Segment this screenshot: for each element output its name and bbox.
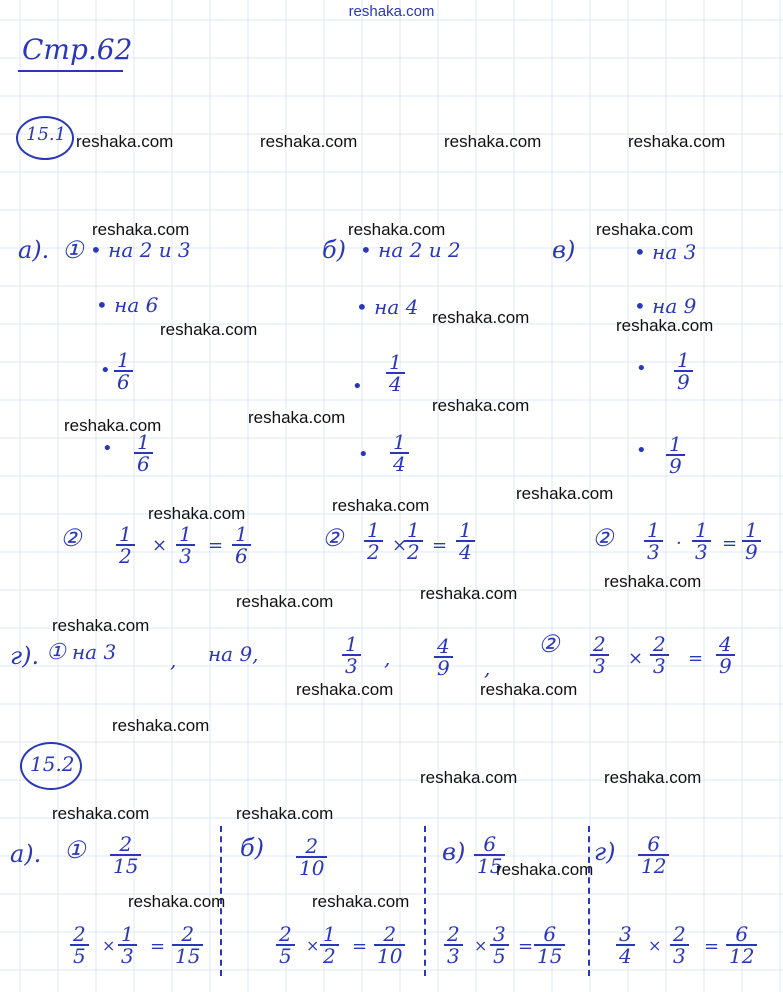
watermark: reshaka.com — [128, 892, 226, 911]
part-a-label: а). — [10, 840, 42, 868]
watermark: reshaka.com — [432, 396, 530, 415]
watermark: reshaka.com — [348, 220, 446, 239]
equals: = — [518, 936, 534, 957]
fraction: $\frac{4}{9}$ — [434, 636, 453, 678]
part-g-text1: на 3 — [72, 640, 117, 664]
fraction: $\frac{1}{2}$ — [364, 520, 383, 562]
fraction: $\frac{2}{5}$ — [276, 924, 295, 966]
fraction: $\frac{1}{9}$ — [742, 520, 761, 562]
fraction: $\frac{2}{15}$ — [110, 834, 141, 876]
part-v-line2: • на 9 — [634, 294, 697, 318]
fraction: $\frac{2}{10}$ — [296, 836, 327, 878]
watermark: reshaka.com — [76, 132, 174, 151]
part-v-label: в) — [442, 838, 466, 866]
fraction: $\frac{1}{3}$ — [176, 524, 195, 566]
fraction: $\frac{6}{15}$ — [474, 834, 505, 876]
watermark: reshaka.com — [420, 768, 518, 787]
part-b-line2: • на 4 — [356, 295, 419, 319]
watermark: reshaka.com — [496, 860, 594, 879]
fraction: $\frac{1}{2}$ — [404, 520, 423, 562]
step-one-marker: ① — [64, 836, 86, 864]
part-g-text2: на 9, — [208, 642, 259, 666]
part-a-line1: • на 2 и 3 — [90, 238, 191, 262]
watermark: reshaka.com — [516, 484, 614, 503]
fraction: $\frac{1}{3}$ — [342, 634, 361, 676]
fraction: $\frac{6}{15}$ — [534, 924, 565, 966]
watermark: reshaka.com — [148, 504, 246, 523]
watermark: reshaka.com — [160, 320, 258, 339]
fraction: $\frac{1}{3}$ — [692, 520, 711, 562]
part-a-label: а). — [18, 236, 50, 264]
fraction: $\frac{1}{9}$ — [666, 434, 685, 476]
watermark: reshaka.com — [92, 220, 190, 239]
fraction: $\frac{2}{3}$ — [590, 634, 609, 676]
watermark: reshaka.com — [596, 220, 694, 239]
equals: = — [352, 936, 368, 957]
fraction: $\frac{1}{6}$ — [134, 432, 153, 474]
task-number: 15.1 — [26, 124, 67, 145]
fraction: $\frac{4}{9}$ — [716, 634, 735, 676]
step-two-marker: ② — [538, 630, 560, 658]
separator-comma: , — [484, 656, 491, 680]
part-b-label: б) — [240, 834, 265, 862]
fraction: $\frac{1}{4}$ — [456, 520, 475, 562]
watermark: reshaka.com — [236, 592, 334, 611]
top-watermark: reshaka.com — [348, 3, 435, 20]
part-v-label: в) — [552, 236, 576, 264]
step-two-marker: ② — [60, 524, 82, 552]
operator: × — [474, 936, 488, 955]
watermark: reshaka.com — [260, 132, 358, 151]
fraction: $\frac{2}{3}$ — [670, 924, 689, 966]
equals: = — [432, 535, 448, 556]
watermark: reshaka.com — [444, 132, 542, 151]
watermark: reshaka.com — [248, 408, 346, 427]
fraction: $\frac{2}{3}$ — [650, 634, 669, 676]
fraction: $\frac{6}{12}$ — [638, 834, 669, 876]
part-g-label: г). — [10, 642, 40, 670]
page-label-underline — [18, 70, 123, 72]
fraction: $\frac{1}{6}$ — [232, 524, 251, 566]
equals: = — [722, 533, 738, 554]
fraction: $\frac{1}{4}$ — [390, 432, 409, 474]
operator: × — [628, 648, 644, 669]
watermark: reshaka.com — [332, 496, 430, 515]
part-g-label: г) — [594, 838, 616, 866]
step-two-marker: ② — [322, 524, 344, 552]
watermark: reshaka.com — [480, 680, 578, 699]
watermark: reshaka.com — [112, 716, 210, 735]
bullet: • — [636, 440, 647, 461]
operator: × — [152, 535, 168, 556]
separator-comma: , — [170, 648, 177, 672]
watermark: reshaka.com — [432, 308, 530, 327]
operator: × — [102, 936, 116, 955]
watermark: reshaka.com — [420, 584, 518, 603]
operator: × — [648, 936, 662, 955]
divider — [424, 826, 426, 976]
equals: = — [208, 535, 224, 556]
watermark: reshaka.com — [312, 892, 410, 911]
fraction: $\frac{1}{3}$ — [118, 924, 137, 966]
fraction: $\frac{1}{2}$ — [320, 924, 339, 966]
fraction: $\frac{1}{9}$ — [674, 350, 693, 392]
fraction: $\frac{1}{2}$ — [116, 524, 135, 566]
fraction: $\frac{1}{4}$ — [386, 352, 405, 394]
separator-comma: , — [384, 646, 391, 670]
step-two-marker: ② — [592, 524, 614, 552]
fraction: $\frac{6}{12}$ — [726, 924, 757, 966]
operator: · — [676, 533, 682, 554]
part-b-label: б) — [322, 236, 347, 264]
bullet: • — [358, 444, 369, 465]
bullet: • — [102, 438, 113, 459]
fraction: $\frac{3}{5}$ — [490, 924, 509, 966]
watermark: reshaka.com — [64, 416, 162, 435]
page-label: Стр.62 — [22, 33, 133, 66]
watermark: reshaka.com — [628, 132, 726, 151]
fraction: $\frac{1}{3}$ — [644, 520, 663, 562]
part-b-line1: • на 2 и 2 — [360, 238, 461, 262]
watermark: reshaka.com — [616, 316, 714, 335]
watermark: reshaka.com — [296, 680, 394, 699]
operator: × — [306, 936, 320, 955]
fraction: $\frac{2}{10}$ — [374, 924, 405, 966]
bullet: • — [100, 360, 111, 381]
step-one-marker: ① — [46, 640, 66, 665]
fraction: $\frac{2}{5}$ — [70, 924, 89, 966]
fraction: $\frac{2}{3}$ — [444, 924, 463, 966]
watermark: reshaka.com — [52, 616, 150, 635]
fraction: $\frac{1}{6}$ — [114, 350, 133, 392]
operator: × — [392, 535, 408, 556]
fraction: $\frac{3}{4}$ — [616, 924, 635, 966]
watermark: reshaka.com — [604, 572, 702, 591]
bullet: • — [352, 376, 363, 397]
step-one-marker: ① — [62, 236, 84, 264]
equals: = — [704, 936, 720, 957]
watermark: reshaka.com — [604, 768, 702, 787]
task-number: 15.2 — [30, 752, 75, 776]
bullet: • — [636, 358, 647, 379]
part-a-line2: • на 6 — [96, 293, 159, 317]
fraction: $\frac{2}{15}$ — [172, 924, 203, 966]
equals: = — [150, 936, 166, 957]
equals: = — [688, 648, 704, 669]
divider — [588, 826, 590, 976]
part-v-line1: • на 3 — [634, 240, 697, 264]
watermark: reshaka.com — [236, 804, 334, 823]
watermark: reshaka.com — [52, 804, 150, 823]
